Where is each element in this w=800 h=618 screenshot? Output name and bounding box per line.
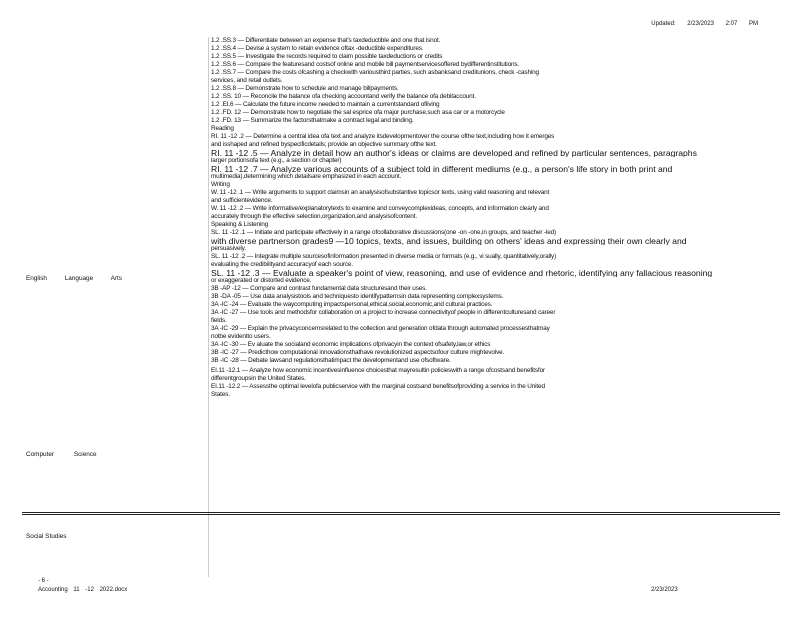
subject-english-language-arts: English Language Arts xyxy=(26,275,122,282)
standard-line: 1.2 .EI.6 — Calculate the future income needed to maintain a currentstandard ofliving xyxy=(211,101,440,108)
standard-line: services, and retail outlets. xyxy=(211,77,283,84)
standard-line: W. 11 -12 .2 — Write informative/explanatorytexts to examine and conveycomplexideas, concepts, and information clearly and xyxy=(211,205,549,212)
standard-line: evaluating the credibilityand accuracyof each source. xyxy=(211,261,353,268)
standard-line: EI.11 -12.1 — Analyze how economic incentivesinfluence choicesthat mayresultin policieswith a range ofcostsand benefitsfor xyxy=(211,367,545,374)
standard-line: States. xyxy=(211,391,230,398)
standard-line: and sufficientevidence. xyxy=(211,197,273,204)
standard-line: 3B -IC -27 — Predicthow computational innovationsthathave revolutionized aspectsofour culture mightevolve. xyxy=(211,349,505,356)
footer-date: 2/23/2023 xyxy=(651,587,678,593)
updated-label: Updated: xyxy=(651,21,676,27)
standard-line: 1.2 .SS.6 — Compare the featuresand costsof online and mobile bill paymentservicesoffered bydifferentinstitutions. xyxy=(211,61,520,68)
standard-line: 3B -AP -12 — Compare and contrast fundamental data structuresand their uses. xyxy=(211,285,427,292)
standard-line: SL. 11 -12 .3 — Evaluate a speaker's point of view, reasoning, and use of evidence and rhetoric, identifying any fallacious reasoning xyxy=(211,269,713,277)
standard-line: notbe evidentto users. xyxy=(211,333,271,340)
standard-line: SL. 11 -12 .1 — Initiate and participate effectively in a range ofcollaborative discussions(one -on -one,in groups, and teacher -led) xyxy=(211,229,557,236)
subject-social-studies: Social Studies xyxy=(26,533,67,540)
updated-time: 2:07 PM xyxy=(725,21,758,27)
standard-line: 1.2 .FD. 13 — Summarize the factorsthatmake a contract legal and binding. xyxy=(211,117,414,124)
standard-line: W. 11 -12 .1 — Write arguments to support claimsin an analysisofsubstantive topicsor texts, using valid reasoning and relevant xyxy=(211,189,550,196)
row-divider-bottom xyxy=(22,514,780,515)
standard-line: RI. 11 -12 .7 — Analyze various accounts of a subject told in different mediums (e.g., a person's life story in both print and xyxy=(211,165,673,173)
footer-page-number: - 6 - xyxy=(38,578,49,584)
column-divider xyxy=(208,37,209,577)
footer-doc-name: Accounting 11 -12 2022.docx xyxy=(38,587,128,593)
standard-line: 1.2 .SS.5 — Investigate the records required to claim possible taxdeductions or credits xyxy=(211,53,443,60)
standard-line: persuasively. xyxy=(211,245,246,252)
standard-line: 1.2 .SS. 10 — Reconcile the balance ofa checking accountand verify the balance ofa debitaccount. xyxy=(211,93,476,100)
standard-line: SL. 11 -12 .2 — Integrate multiple sourcesofinformation presented in diverse media or formats (e.g., vi sually, quantitatively,orally) xyxy=(211,253,557,260)
standard-line: 1.2 .SS.7 — Compare the costs ofcashing a checkwith variousthird parties, such asbanksand creditunions, check -cashing xyxy=(211,69,539,76)
section-heading-writing: Writing xyxy=(211,181,230,188)
standard-line: 1.2 .SS.8 — Demonstrate how to schedule and manage billpayments. xyxy=(211,85,399,92)
standard-line: RI. 11 -12 .5 — Analyze in detail how an author's ideas or claims are developed and refined by particular sentences, paragraphs xyxy=(211,149,697,157)
standard-line: EI.11 -12.2 — Assessthe optimal levelofa publicservice with the marginal costsand benefitsofproviding a service in the United xyxy=(211,383,545,390)
standard-line: larger portionsofa text (e.g., a section or chapter) xyxy=(211,157,342,164)
standard-line: accurately through the effective selection,organization,and analysisofcontent. xyxy=(211,213,417,220)
standard-line: or exaggerated or distorted evidence. xyxy=(211,277,312,284)
standard-line: 3B -IC -28 — Debate lawsand regulationsthatimpact the developmentand use ofsoftware. xyxy=(211,357,451,364)
standard-line: 3A -IC -29 — Explain the privacyconcernsrelated to the collection and generation ofdata through automated processesthatmay xyxy=(211,325,550,332)
header-updated xyxy=(651,21,758,27)
standard-line: 1.2 .SS.4 — Devise a system to retain evidence oftax -deductible expenditures. xyxy=(211,45,424,52)
standard-line: 3A -IC -30 — Ev aluate the socialand economic implications ofprivacyin the context ofsafety,law,or ethics xyxy=(211,341,491,348)
row-divider-top xyxy=(22,512,780,513)
standard-line: 3A -IC -24 — Evaluate the waycomputing impactspersonal,ethical,social,economic,and cultural practices. xyxy=(211,301,493,308)
standard-line: and isshaped and refined byspecificdetails; provide an objective summary ofthe text. xyxy=(211,141,437,148)
updated-date: 2/23/2023 xyxy=(687,21,714,27)
standard-line: 1.2 .SS.3 — Differentiate between an expense that's taxdeductible and one that isnot. xyxy=(211,37,441,44)
standard-line: RI. 11 -12 .2 — Determine a central idea ofa text and analyze itsdevelopmentover the course ofthe text,including how it emerges xyxy=(211,133,555,140)
standard-line: fields. xyxy=(211,317,227,324)
section-heading-reading: Reading xyxy=(211,125,234,132)
standard-line: differentgroupsin the United States. xyxy=(211,375,306,382)
standard-line: 1.2 .FD. 12 — Demonstrate how to negotiate the sal esprice ofa major purchase,such asa car or a motorcycle xyxy=(211,109,505,116)
subject-computer-science: Computer Science xyxy=(26,451,97,458)
standard-line: with diverse partnerson grades9 —10 topics, texts, and issues, building on others' ideas and expressing their own clearly and xyxy=(211,237,687,245)
standard-line: 3B -DA -05 — Use data analysistools and techniquesto identifypatternsin data representing complexsystems. xyxy=(211,293,504,300)
standards-list xyxy=(211,37,780,399)
standard-line: multimedia),determining which detailsare emphasized in each account. xyxy=(211,173,402,180)
section-heading-speaking-listening: Speaking & Listening xyxy=(211,221,269,228)
standard-line: 3A -IC -27 — Use tools and methodsfor collaboration on a project to increase connectivityof people in differentculturesand career xyxy=(211,309,556,316)
